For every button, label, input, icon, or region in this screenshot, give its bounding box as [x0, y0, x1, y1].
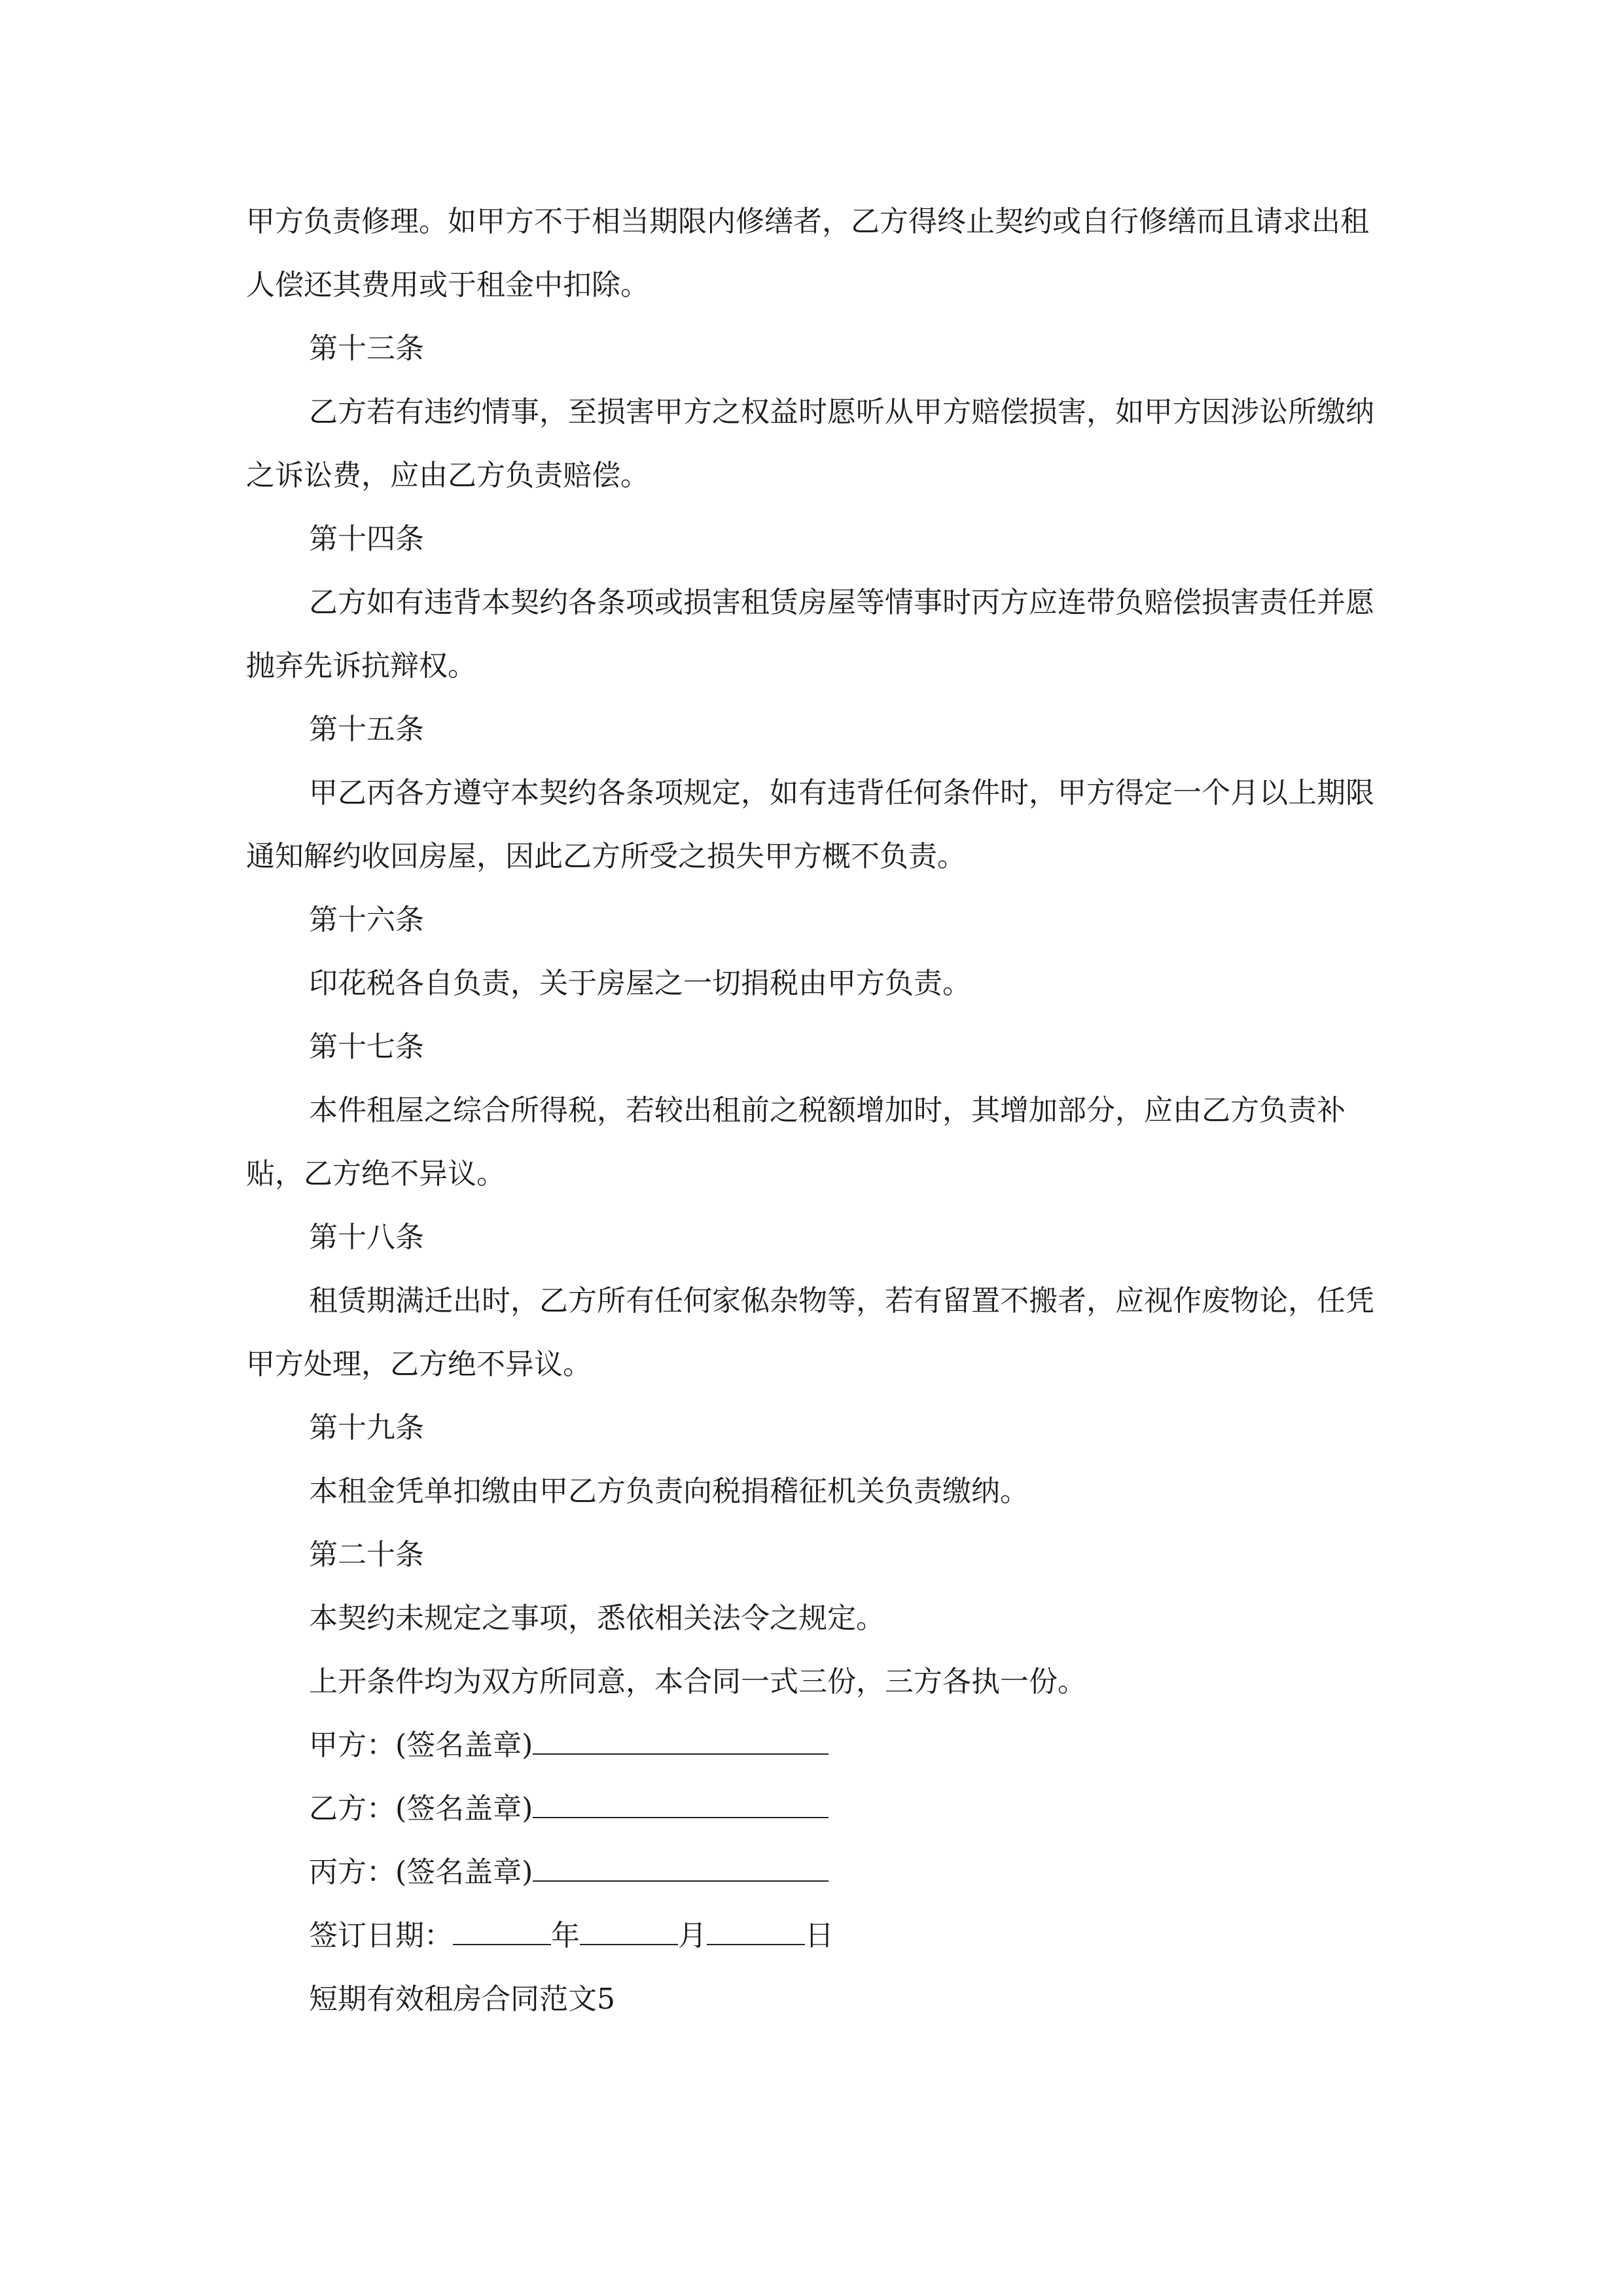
signature-party-c-blank	[533, 1854, 829, 1882]
signing-date	[246, 1904, 1382, 1967]
article-16-heading: 第十六条	[309, 903, 424, 937]
article-17-heading: 第十七条	[309, 1030, 424, 1064]
month-label: 月	[678, 1919, 707, 1952]
signature-party-b	[246, 1777, 1382, 1840]
month-blank	[580, 1918, 678, 1945]
article-14-heading: 第十四条	[309, 522, 424, 556]
signature-party-c-label: 丙方：(签名盖章)	[309, 1856, 533, 1889]
day-label: 日	[805, 1919, 834, 1952]
article-20-text: 本契约未规定之事项，悉依相关法令之规定。	[309, 1602, 885, 1635]
year-label: 年	[551, 1919, 580, 1952]
paragraph-continuation: 甲方负责修理。如甲方不于相当期限内修缮者，乙方得终止契约或自行修缮而且请求出租人偿还其费用或于租金中扣除。	[246, 205, 1369, 302]
signature-party-a	[246, 1713, 1382, 1777]
agreement-statement: 上开条件均为双方所同意，本合同一式三份，三方各执一份。	[309, 1665, 1086, 1698]
article-19-text: 本租金凭单扣缴由甲乙方负责向税捐稽征机关负责缴纳。	[309, 1475, 1029, 1508]
article-20-heading: 第二十条	[309, 1538, 424, 1571]
signature-party-a-blank	[533, 1727, 829, 1755]
signature-party-a-label: 甲方：(签名盖章)	[309, 1729, 533, 1762]
article-18-text: 租赁期满迁出时，乙方所有任何家俬杂物等，若有留置不搬者，应视作废物论，任凭甲方处理，乙方绝不异议。	[246, 1284, 1374, 1381]
article-19-heading: 第十九条	[309, 1411, 424, 1444]
next-section-title: 短期有效租房合同范文5	[309, 1982, 615, 2016]
article-14-text: 乙方如有违背本契约各条项或损害租赁房屋等情事时丙方应连带负赔偿损害责任并愿抛弃先诉抗辩权。	[246, 586, 1374, 683]
signature-party-b-label: 乙方：(签名盖章)	[309, 1792, 533, 1825]
article-18-heading: 第十八条	[309, 1221, 424, 1254]
year-blank	[453, 1918, 551, 1945]
article-13-heading: 第十三条	[309, 332, 424, 365]
signing-date-label: 签订日期：	[309, 1919, 453, 1952]
day-blank	[707, 1918, 805, 1945]
article-13-text: 乙方若有违约情事，至损害甲方之权益时愿听从甲方赔偿损害，如甲方因涉讼所缴纳之诉讼费，应由乙方负责赔偿。	[246, 395, 1374, 492]
article-15-text: 甲乙丙各方遵守本契约各条项规定，如有违背任何条件时，甲方得定一个月以上期限通知解约收回房屋，因此乙方所受之损失甲方概不负责。	[246, 776, 1374, 873]
signature-party-c	[246, 1840, 1382, 1904]
contract-body	[246, 190, 1382, 2031]
signature-party-b-blank	[533, 1791, 829, 1818]
article-17-text: 本件租屋之综合所得税，若较出租前之税额增加时，其增加部分，应由乙方负责补贴，乙方绝不异议。	[246, 1094, 1346, 1191]
article-16-text: 印花税各自负责，关于房屋之一切捐税由甲方负责。	[309, 967, 971, 1000]
article-15-heading: 第十五条	[309, 713, 424, 746]
